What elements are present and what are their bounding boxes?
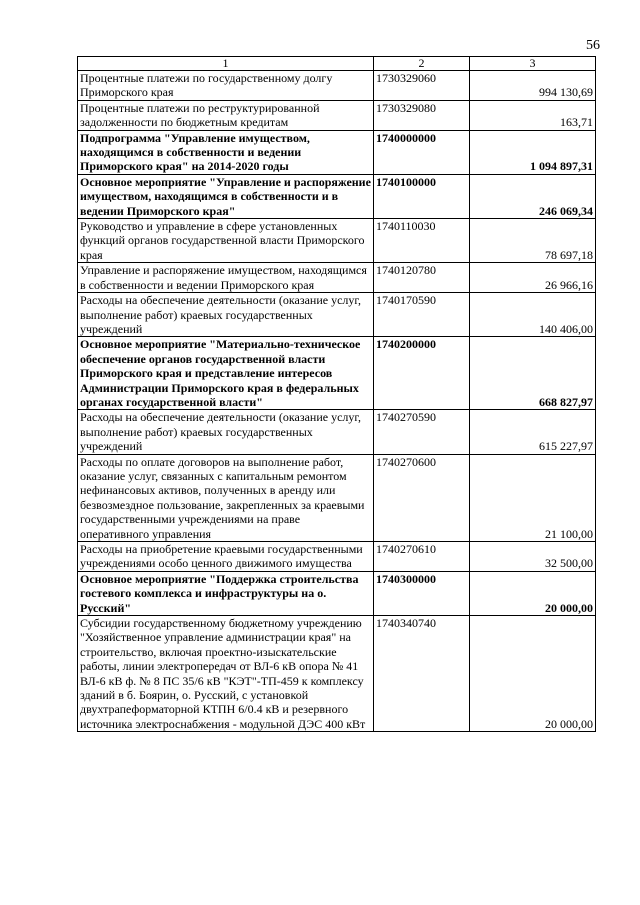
table-row (78, 293, 596, 337)
row-code-cell: 1740000000 (374, 130, 470, 174)
row-name-cell: Процентные платежи по государственному долгу Приморского края (78, 71, 374, 101)
row-name-cell: Субсидии государственному бюджетному учреждению "Хозяйственное управление администрации края" на строительство, включая проектно-изыскательские работы, линии электропередач от ВЛ-6 кВ опора № 41 ВЛ-6 кВ ф. № 8 ПС 35/6 кВ "КЭТ"-ТП-459 к комплексу зданий в б. Боярин, о. Русский, с установкой двухтрапеформаторной КТПН 6/0.4 кВ и резервного источника электроснабжения - модульной ДЭС 400 кВт (78, 616, 374, 732)
row-code-cell: 1740300000 (374, 571, 470, 615)
table-row (78, 219, 596, 263)
row-code-cell: 1730329060 (374, 71, 470, 101)
row-amount-cell: 20 000,00 (470, 571, 596, 615)
table-body (78, 71, 596, 732)
row-name-cell: Основное мероприятие "Управление и распоряжение имуществом, находящимся в собственности и в ведении Приморского края" (78, 174, 374, 218)
row-code-cell: 1740120780 (374, 263, 470, 293)
row-code-cell: 1740100000 (374, 174, 470, 218)
column-header-2: 2 (374, 57, 470, 71)
row-amount-cell: 615 227,97 (470, 410, 596, 454)
table-row (78, 130, 596, 174)
row-name-cell: Расходы по оплате договоров на выполнение работ, оказание услуг, связанных с капитальным ремонтом нефинансовых активов, полученных в аренду или безвозмездное пользование, закрепленных за краевыми государственными учреждениями на праве оперативного управления (78, 454, 374, 541)
row-amount-cell: 668 827,97 (470, 337, 596, 410)
row-name-cell: Расходы на обеспечение деятельности (оказание услуг, выполнение работ) краевых государственных учреждений (78, 293, 374, 337)
row-code-cell: 1740270610 (374, 542, 470, 572)
row-code-cell: 1740110030 (374, 219, 470, 263)
row-name-cell: Расходы на приобретение краевыми государственными учреждениями особо ценного движимого имущества (78, 542, 374, 572)
column-header-3: 3 (470, 57, 596, 71)
row-code-cell: 1740170590 (374, 293, 470, 337)
row-amount-cell: 21 100,00 (470, 454, 596, 541)
row-code-cell: 1740270600 (374, 454, 470, 541)
row-name-cell: Руководство и управление в сфере установленных функций органов государственной власти Приморского края (78, 219, 374, 263)
row-amount-cell: 140 406,00 (470, 293, 596, 337)
row-name-cell: Основное мероприятие "Материально-техническое обеспечение органов государственной власти Приморского края и представление интересов Администрации Приморского края в федеральных органах государственной власти" (78, 337, 374, 410)
table-row (78, 100, 596, 130)
table-row (78, 571, 596, 615)
row-amount-cell: 163,71 (470, 100, 596, 130)
row-name-cell: Расходы на обеспечение деятельности (оказание услуг, выполнение работ) краевых государственных учреждений (78, 410, 374, 454)
table-header-row (78, 57, 596, 71)
table-row (78, 542, 596, 572)
row-amount-cell: 32 500,00 (470, 542, 596, 572)
row-code-cell: 1740340740 (374, 616, 470, 732)
page-number: 56 (586, 38, 600, 53)
row-amount-cell: 246 069,34 (470, 174, 596, 218)
row-amount-cell: 994 130,69 (470, 71, 596, 101)
table-row (78, 454, 596, 541)
row-amount-cell: 78 697,18 (470, 219, 596, 263)
row-name-cell: Процентные платежи по реструктурированной задолженности по бюджетным кредитам (78, 100, 374, 130)
row-amount-cell: 1 094 897,31 (470, 130, 596, 174)
row-name-cell: Управление и распоряжение имуществом, находящимся в собственности и ведении Приморского края (78, 263, 374, 293)
row-name-cell: Подпрограмма "Управление имуществом, находящимся в собственности и ведении Приморского края" на 2014-2020 годы (78, 130, 374, 174)
table-row (78, 337, 596, 410)
row-amount-cell: 26 966,16 (470, 263, 596, 293)
table-row (78, 263, 596, 293)
row-name-cell: Основное мероприятие "Поддержка строительства гостевого комплекса и инфраструктуры на о. Русский" (78, 571, 374, 615)
row-code-cell: 1740200000 (374, 337, 470, 410)
table-row (78, 71, 596, 101)
table-row (78, 410, 596, 454)
budget-table (77, 56, 596, 732)
table-row (78, 174, 596, 218)
row-code-cell: 1730329080 (374, 100, 470, 130)
table-row (78, 616, 596, 732)
column-header-1: 1 (78, 57, 374, 71)
row-code-cell: 1740270590 (374, 410, 470, 454)
row-amount-cell: 20 000,00 (470, 616, 596, 732)
